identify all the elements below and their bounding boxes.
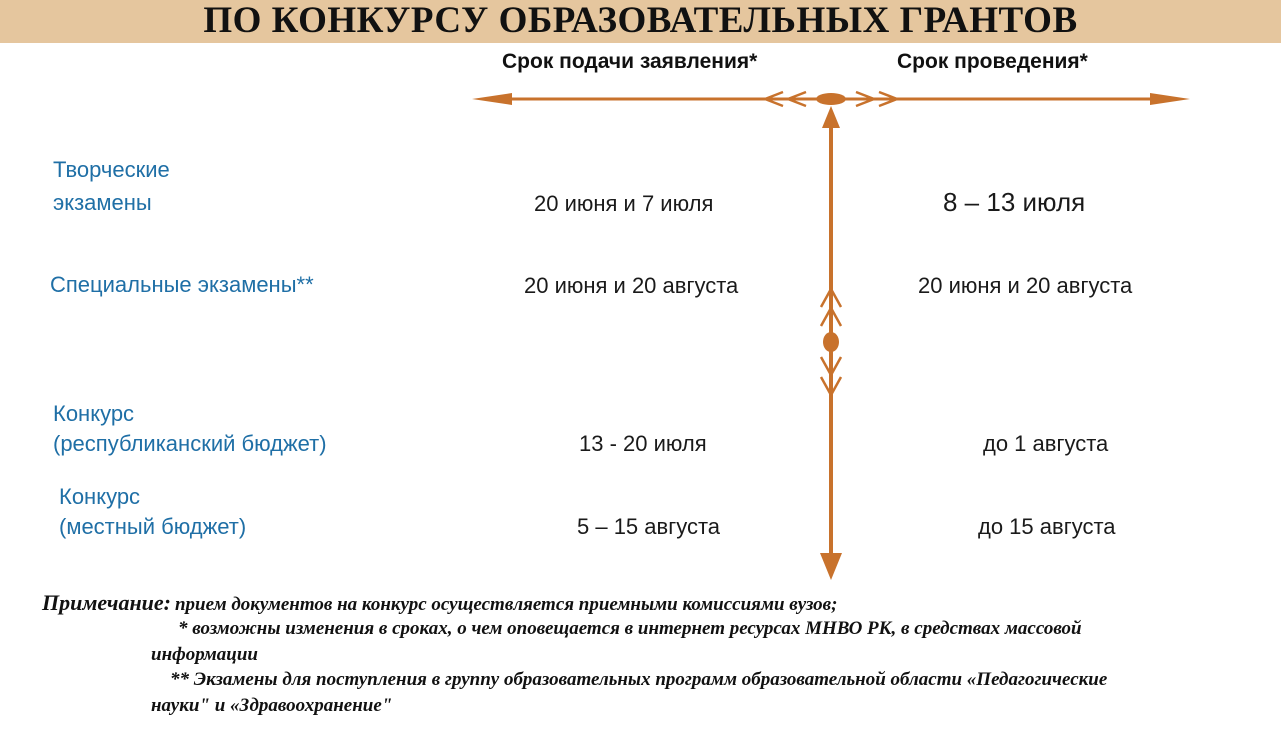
row-label-creative-exams: Творческие экзамены bbox=[53, 157, 170, 215]
notes-text-1: прием документов на конкурс осуществляется приемными комиссиями вузов; bbox=[174, 594, 838, 615]
notes-line-2: * возможны изменения в сроках, о чем оповещается в интернет ресурсах МНВО РК, в средствах массовой bbox=[178, 618, 1082, 639]
row-republican-conduct: до 1 августа bbox=[983, 431, 1109, 456]
row-special-conduct: 20 июня и 20 августа bbox=[918, 273, 1133, 298]
row-creative-submission: 20 июня и 7 июля bbox=[534, 191, 714, 216]
center-dot-icon bbox=[816, 93, 846, 105]
notes-line-4: ** Экзамены для поступления в группу образовательных программ образовательной области «Педагогические bbox=[170, 669, 1108, 690]
column-header-submission: Срок подачи заявления* bbox=[502, 50, 758, 73]
notes-lead: Примечание: bbox=[42, 590, 171, 615]
left-arrowhead-icon bbox=[472, 93, 512, 105]
page-title: ПО КОНКУРСУ ОБРАЗОВАТЕЛЬНЫХ ГРАНТОВ bbox=[203, 0, 1078, 41]
vertical-axis-arrow bbox=[820, 106, 842, 580]
notes-line-3: информации bbox=[151, 644, 258, 665]
row-creative-conduct: 8 – 13 июля bbox=[943, 187, 1086, 217]
row-label-local-budget: Конкурс (местный бюджет) bbox=[59, 484, 247, 539]
notes-line-1 bbox=[42, 590, 837, 616]
row-special-submission: 20 июня и 20 августа bbox=[524, 273, 739, 298]
row-republican-submission: 13 - 20 июля bbox=[579, 431, 707, 456]
row-local-submission: 5 – 15 августа bbox=[577, 514, 721, 539]
horizontal-axis-arrow bbox=[472, 92, 1190, 106]
column-header-conduct: Срок проведения* bbox=[897, 50, 1088, 73]
middle-dot-icon bbox=[823, 332, 839, 352]
row-label-special-exams: Специальные экзамены** bbox=[50, 272, 314, 297]
row-local-conduct: до 15 августа bbox=[978, 514, 1116, 539]
up-arrowhead-icon bbox=[822, 106, 840, 128]
row-label-republican-budget: Конкурс (республиканский бюджет) bbox=[53, 401, 327, 456]
down-arrowhead-icon bbox=[820, 553, 842, 580]
notes-line-5: науки" и «Здравоохранение" bbox=[151, 695, 393, 716]
right-arrowhead-icon bbox=[1150, 93, 1190, 105]
